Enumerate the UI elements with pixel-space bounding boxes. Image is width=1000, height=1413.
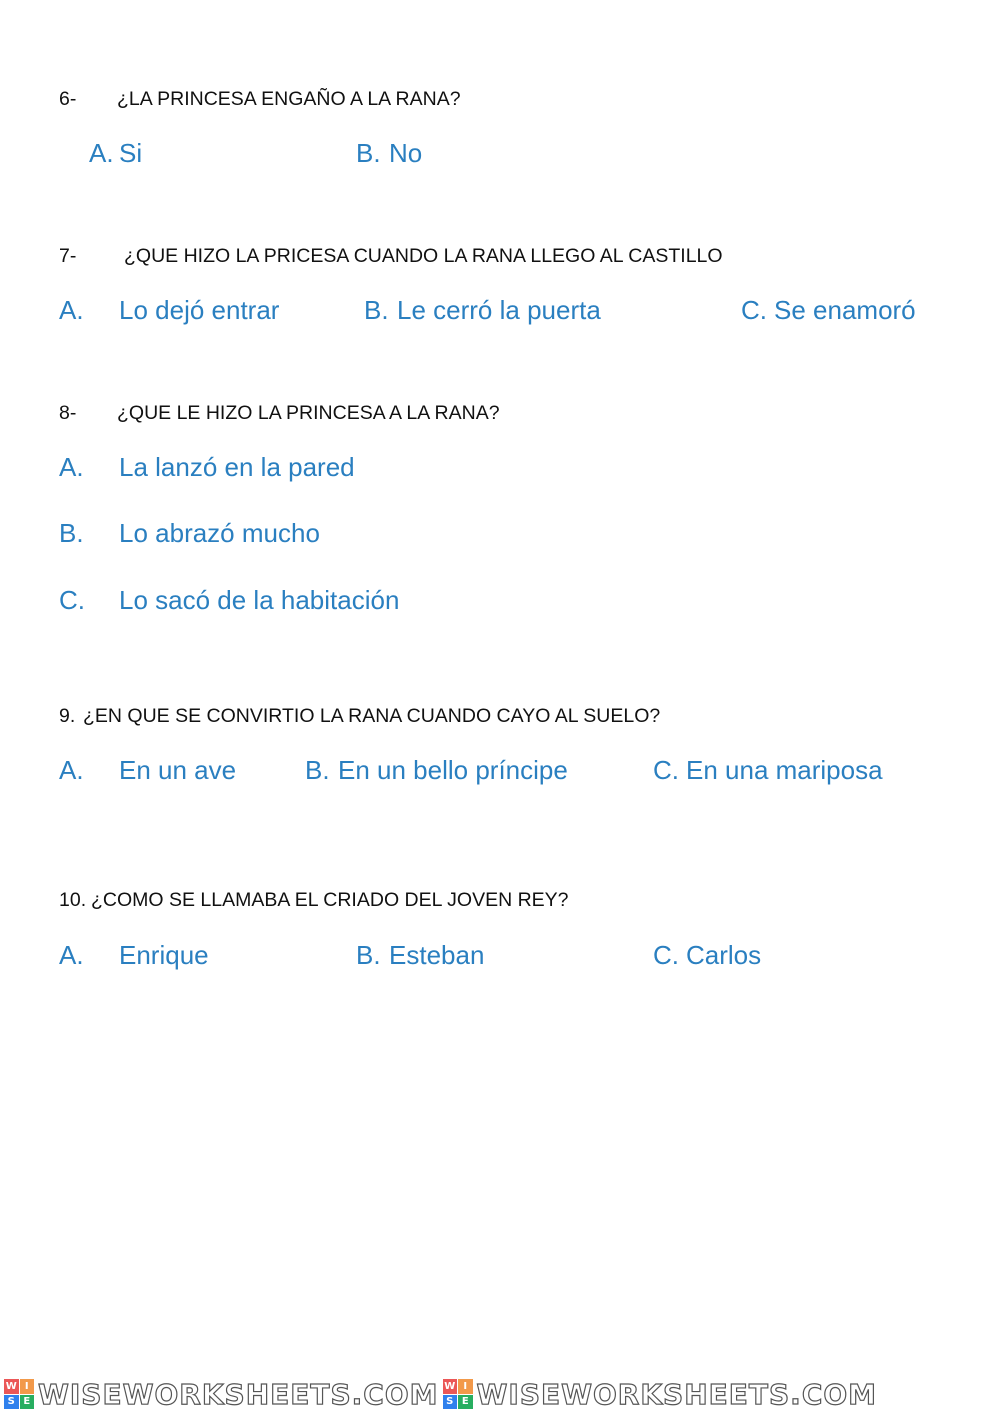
question-number: 9.	[59, 705, 76, 727]
option-9b[interactable]: B. En un bello príncipe	[305, 755, 568, 785]
option-7a[interactable]: A. Lo dejó entrar	[59, 295, 280, 325]
watermark-text: WISEWORKSHEETS.COM	[476, 1377, 878, 1411]
question-6	[59, 88, 461, 111]
question-text: ¿QUE HIZO LA PRICESA CUANDO LA RANA LLEGO AL CASTILLO	[124, 245, 723, 267]
option-8c[interactable]: C. Lo sacó de la habitación	[59, 585, 400, 615]
option-6b[interactable]: B. No	[356, 138, 423, 168]
footer-watermark	[0, 1375, 1000, 1413]
question-text: ¿COMO SE LLAMABA EL CRIADO DEL JOVEN REY?	[91, 889, 569, 911]
option-9a[interactable]: A. En un ave	[59, 755, 237, 785]
brand-mark	[4, 1378, 439, 1411]
wise-logo-icon: W I S E	[443, 1379, 473, 1409]
question-10	[59, 889, 569, 912]
question-8	[59, 402, 500, 425]
option-8b[interactable]: B. Lo abrazó mucho	[59, 518, 320, 548]
option-7b[interactable]: B. Le cerró la puerta	[364, 295, 601, 325]
question-text: ¿EN QUE SE CONVIRTIO LA RANA CUANDO CAYO AL SUELO?	[83, 705, 661, 727]
option-10c[interactable]: C. Carlos	[653, 940, 762, 970]
question-text: ¿LA PRINCESA ENGAÑO A LA RANA?	[117, 88, 461, 110]
question-number: 10.	[59, 889, 87, 911]
option-7c[interactable]: C. Se enamoró	[741, 295, 916, 325]
option-9c[interactable]: C. En una mariposa	[653, 755, 883, 785]
wise-logo-icon: W I S E	[4, 1379, 34, 1409]
option-10b[interactable]: B. Esteban	[356, 940, 485, 970]
question-9	[59, 705, 660, 728]
question-7	[59, 245, 723, 268]
question-number: 6-	[59, 88, 77, 110]
option-6a[interactable]: A. Si	[89, 138, 143, 168]
option-10a[interactable]: A. Enrique	[59, 940, 209, 970]
question-number: 7-	[59, 245, 77, 267]
option-8a[interactable]: A. La lanzó en la pared	[59, 452, 355, 482]
question-text: ¿QUE LE HIZO LA PRINCESA A LA RANA?	[117, 402, 500, 424]
watermark-text: WISEWORKSHEETS.COM	[38, 1377, 439, 1411]
question-number: 8-	[59, 402, 77, 424]
brand-mark	[443, 1378, 878, 1411]
